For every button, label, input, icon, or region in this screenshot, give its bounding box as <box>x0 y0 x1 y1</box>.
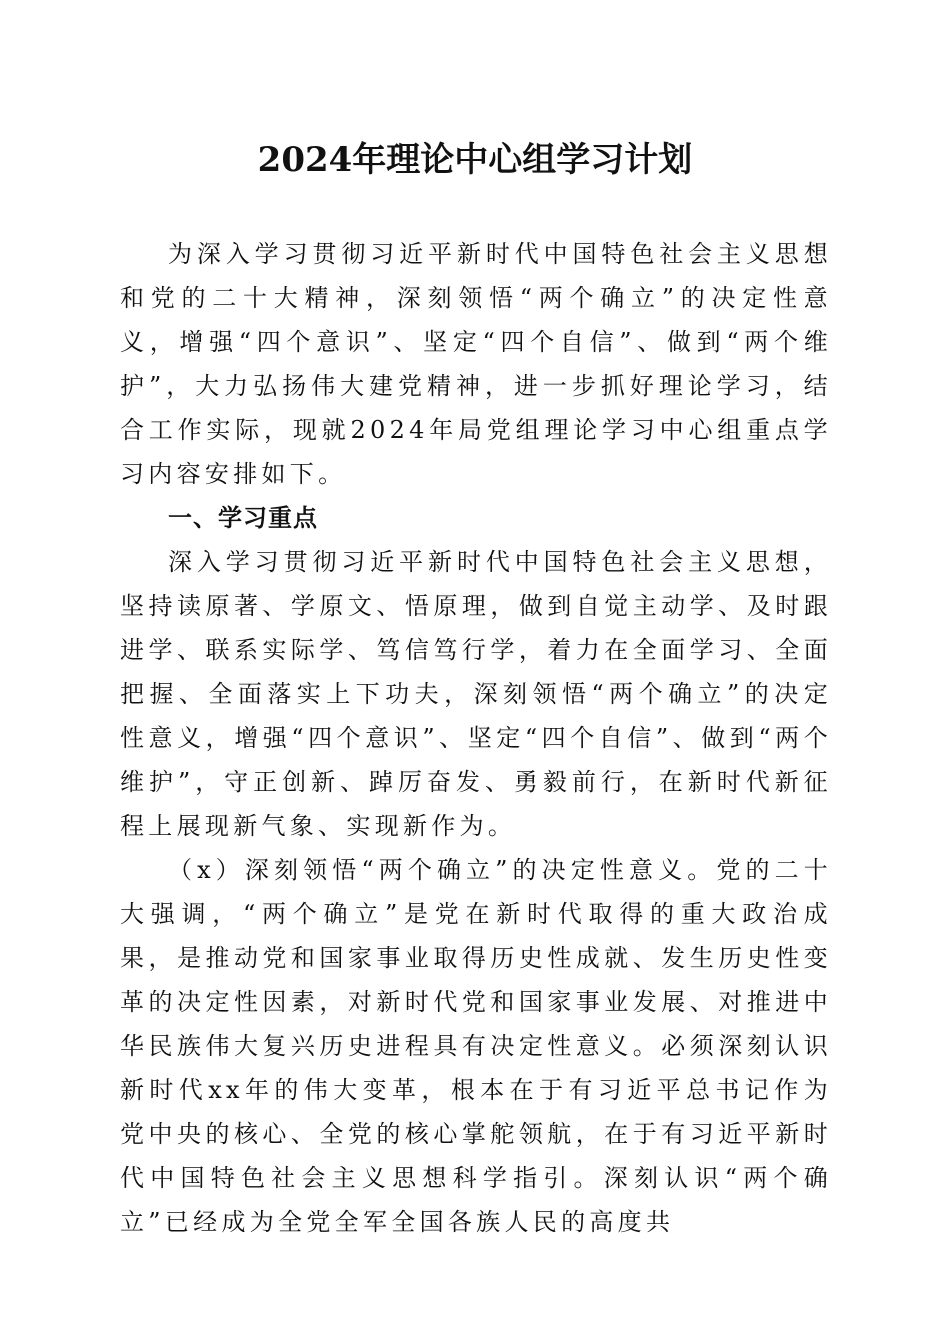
section-paragraph: 深入学习贯彻习近平新时代中国特色社会主义思想，坚持读原著、学原文、悟原理，做到自觉主动学、及时跟进学、联系实际学、笃信笃行学，着力在全面学习、全面把握、全面落实上下功夫，深刻领悟“两个确立”的决定性意义，增强“四个意识”、坚定“四个自信”、做到“两个维护”，守正创新、踔厉奋发、勇毅前行，在新时代新征程上展现新气象、实现新作为。 <box>120 548 832 840</box>
intro-paragraph: 为深入学习贯彻习近平新时代中国特色社会主义思想和党的二十大精神，深刻领悟“两个确立”的决定性意义，增强“四个意识”、坚定“四个自信”、做到“两个维护”，大力弘扬伟大建党精神，进一步抓好理论学习，结合工作实际，现就2024年局党组理论学习中心组重点学习内容安排如下。 <box>120 240 832 488</box>
document-title: 2024年理论中心组学习计划 <box>257 140 693 180</box>
item-x-paragraph: （x）深刻领悟“两个确立”的决定性意义。党的二十大强调，“两个确立”是党在新时代取得的重大政治成果，是推动党和国家事业取得历史性成就、发生历史性变革的决定性因素，对新时代党和国家事业发展、对推进中华民族伟大复兴历史进程具有决定性意义。必须深刻认识新时代xx年的伟大变革，根本在于有习近平总书记作为党中央的核心、全党的核心掌舵领航，在于有习近平新时代中国特色社会主义思想科学指引。深刻认识“两个确立”已经成为全党全军全国各族人民的高度共 <box>120 856 832 1236</box>
document-body <box>120 232 832 1244</box>
section-heading: 一、学习重点 <box>168 504 318 532</box>
